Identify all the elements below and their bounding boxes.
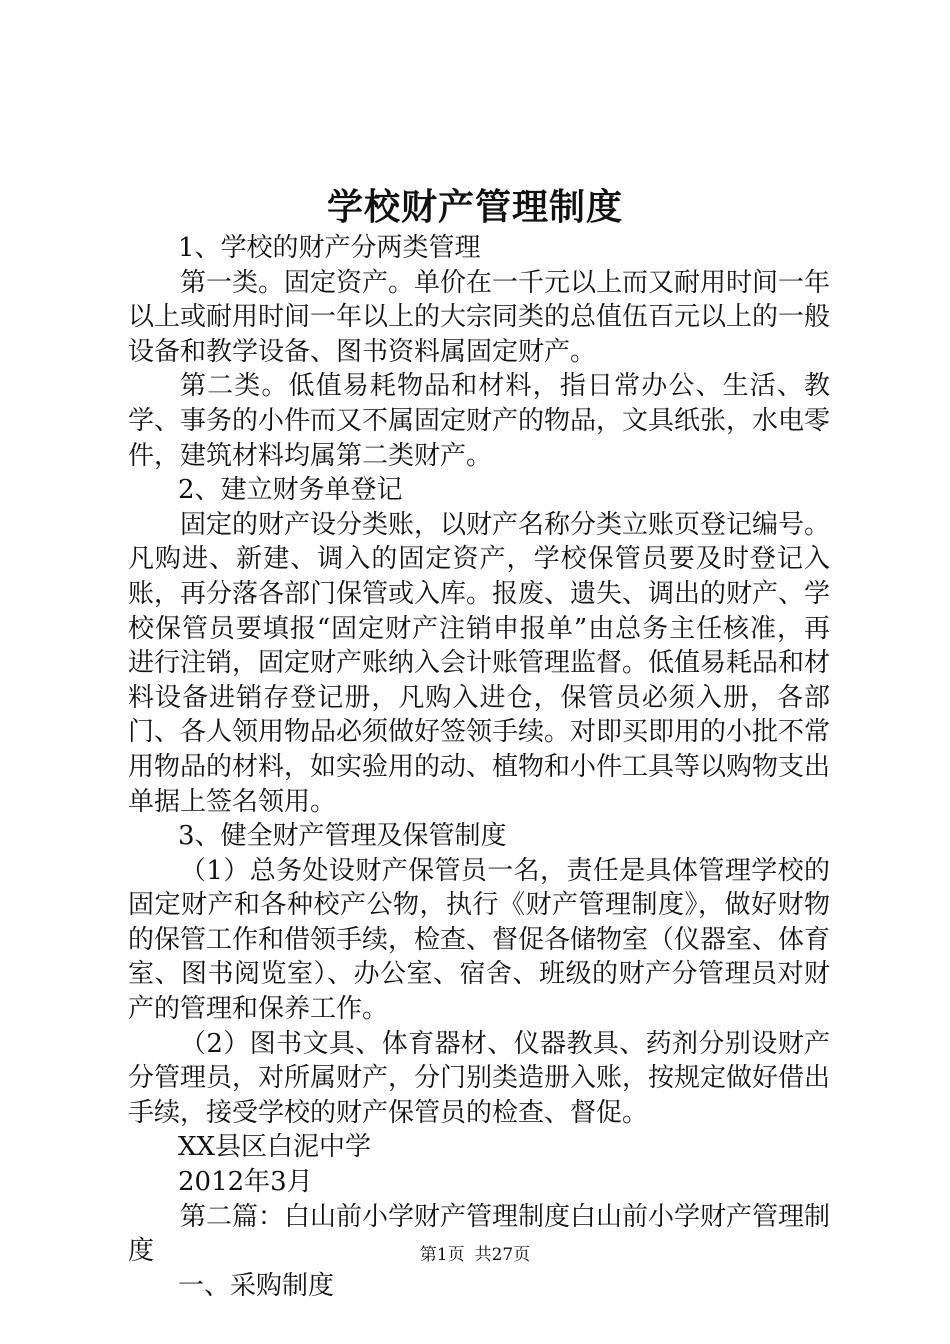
paragraph-registration: 固定的财产设分类账，以财产名称分类立账页登记编号。凡购进、新建、调入的固定资产，学校保管员要及时登记入账，再分落各部门保管或入库。报废、遗失、调出的财产、学校保管员要填报“固定财产注销申报单”由总务主任核准，再进行注销，固定财产账纳入会计账管理监督。低值易耗品和材料设备进销存登记册，凡购入进仓，保管员必须入册，各部门、各人领用物品必须做好签领手续。对即买即用的小批不常用物品的材料，如实验用的动、植物和小件工具等以购物支出单据上签名领用。 [128,509,831,817]
section-heading-3: 3、健全财产管理及保管制度 [178,821,507,852]
page-total: 共27页 [474,1245,531,1265]
document-body [128,231,830,1303]
section-heading-2: 2、建立财务单登记 [178,475,403,506]
paragraph-rule-1: （1）总务处设财产保管员一名，责任是具体管理学校的固定财产和各种校产公物，执行《财产管理制度》，做好财物的保管工作和借领手续，检查、督促各储物室（仪器室、体育室、图书阅览室）、办公室、宿舍、班级的财产分管理员对财产的管理和保养工作。 [128,855,831,1025]
page-footer [0,1244,950,1266]
paragraph-second-article: 第二篇：白山前小学财产管理制度白山前小学财产管理制度 [128,1201,831,1267]
section-heading-1: 1、学校的财产分两类管理 [178,233,481,263]
paragraph-category-two: 第二类。低值易耗物品和材料，指日常办公、生活、教学、事务的小件而又不属固定财产的物品，文具纸张，水电零件，建筑材料均属第二类财产。 [128,371,831,471]
paragraph-rule-2: （2）图书文具、体育器材、仪器教具、药剂分别设财产分管理员，对所属财产，分门别类造册入账，按规定做好借出手续，接受学校的财产保管员的检查、督促。 [128,1028,831,1128]
signature-school: XX县区白泥中学 [178,1132,372,1163]
page-number: 第1页 [419,1245,465,1265]
section-heading-purchase: 一、采购制度 [178,1270,335,1301]
paragraph-category-one: 第一类。固定资产。单价在一千元以上而又耐用时间一年以上或耐用时间一年以上的大宗同类的总值伍百元以上的一般设备和教学设备、图书资料属固定财产。 [128,267,831,367]
signature-date: 2012年3月 [178,1167,313,1198]
document-title: 学校财产管理制度 [326,186,623,228]
